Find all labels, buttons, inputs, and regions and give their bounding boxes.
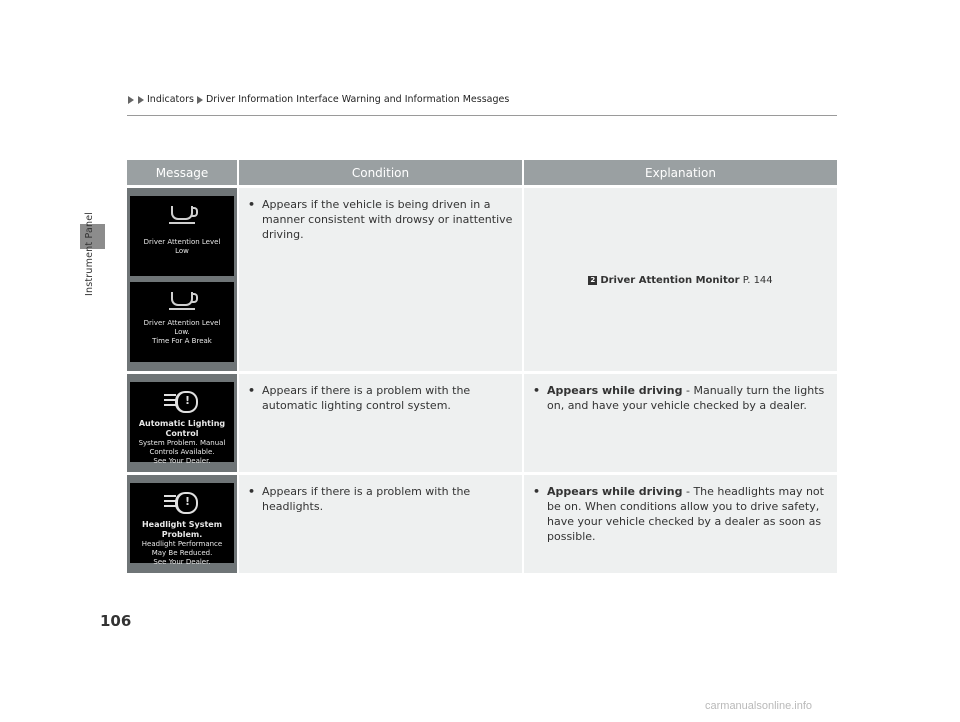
page-reference[interactable]: [525, 273, 836, 288]
explanation-cell: [524, 188, 837, 371]
column-header-message: Message: [127, 160, 239, 185]
bullet-icon: •: [248, 485, 256, 498]
reference-page: P. 144: [742, 275, 773, 286]
coffee-cup-icon: [130, 206, 234, 224]
screen-text-line: See Your Dealer.: [153, 457, 211, 465]
screen-text-line: See Your Dealer.: [153, 558, 211, 566]
footer-watermark[interactable]: carmanualsonline.info: [705, 700, 813, 712]
table-row: [127, 475, 837, 573]
bullet-icon: •: [248, 384, 256, 397]
bullet-icon: •: [533, 384, 541, 397]
screen-text-line: Controls Available.: [149, 448, 215, 456]
bullet-icon: •: [533, 485, 541, 498]
table-header-row: [127, 160, 837, 185]
headlight-warning-icon: !: [164, 491, 200, 513]
headlight-warning-icon: !: [164, 390, 200, 412]
condition-text: Appears if the vehicle is being driven in a manner consistent with drowsy or inattentive driving.: [262, 198, 513, 241]
bullet-icon: •: [248, 198, 256, 211]
breadcrumb-item-current[interactable]: Driver Information Interface Warning and Information Messages: [205, 94, 510, 105]
explanation-body: - The headlights may not be on. When conditions allow you to drive safety, have your vehicle checked by a dealer as soon as possible.: [547, 485, 824, 543]
explanation-bold-label: Appears while driving: [547, 485, 683, 498]
table-row: [127, 188, 837, 371]
screen-text-line: System Problem. Manual: [138, 439, 226, 447]
explanation-cell: [524, 374, 837, 472]
display-screen: [130, 382, 234, 465]
reference-arrow-icon: 2: [588, 276, 597, 285]
page-number: 106: [100, 612, 132, 630]
breadcrumb-arrow-icon: [197, 96, 203, 104]
explanation-text: [547, 383, 828, 413]
screen-text-line: Low: [175, 247, 189, 255]
reference-title: Driver Attention Monitor: [600, 275, 740, 286]
display-screen: [130, 483, 234, 566]
message-image-cell: [127, 475, 239, 573]
coffee-cup-icon: [130, 292, 234, 310]
header-divider: [127, 115, 837, 116]
breadcrumb-arrow-icon: [138, 96, 144, 104]
condition-cell: [239, 475, 524, 573]
breadcrumb: [127, 94, 509, 105]
condition-cell: [239, 374, 524, 472]
breadcrumb-arrow-icon: [128, 96, 134, 104]
condition-text: Appears if there is a problem with the automatic lighting control system.: [262, 384, 471, 412]
screen-text-line: Time For A Break: [152, 337, 212, 345]
breadcrumb-item-indicators[interactable]: Indicators: [147, 94, 194, 105]
explanation-bold-label: Appears while driving: [547, 384, 683, 397]
screen-text-line: Headlight Performance: [141, 540, 223, 548]
screen-text-line: Driver Attention Level: [143, 238, 221, 246]
messages-table: [127, 157, 837, 576]
explanation-cell: [524, 475, 837, 573]
display-screen: [130, 196, 234, 276]
display-screen: [130, 282, 234, 362]
screen-text-line: Driver Attention Level: [143, 319, 221, 327]
screen-text-line: May Be Reduced.: [151, 549, 213, 557]
section-side-label: Instrument Panel: [84, 211, 95, 296]
explanation-body: - Manually turn the lights on, and have your vehicle checked by a dealer.: [547, 384, 825, 412]
table-row: [127, 374, 837, 472]
screen-text-line: Low.: [174, 328, 190, 336]
explanation-text: [547, 484, 828, 544]
column-header-explanation: Explanation: [524, 160, 837, 185]
condition-text: Appears if there is a problem with the headlights.: [262, 485, 471, 513]
column-header-condition: Condition: [239, 160, 524, 185]
message-image-cell: [127, 374, 239, 472]
screen-text-line: Headlight System Problem.: [141, 520, 223, 539]
screen-text-line: Automatic Lighting Control: [138, 419, 226, 438]
condition-cell: [239, 188, 524, 371]
message-image-cell: [127, 188, 239, 371]
